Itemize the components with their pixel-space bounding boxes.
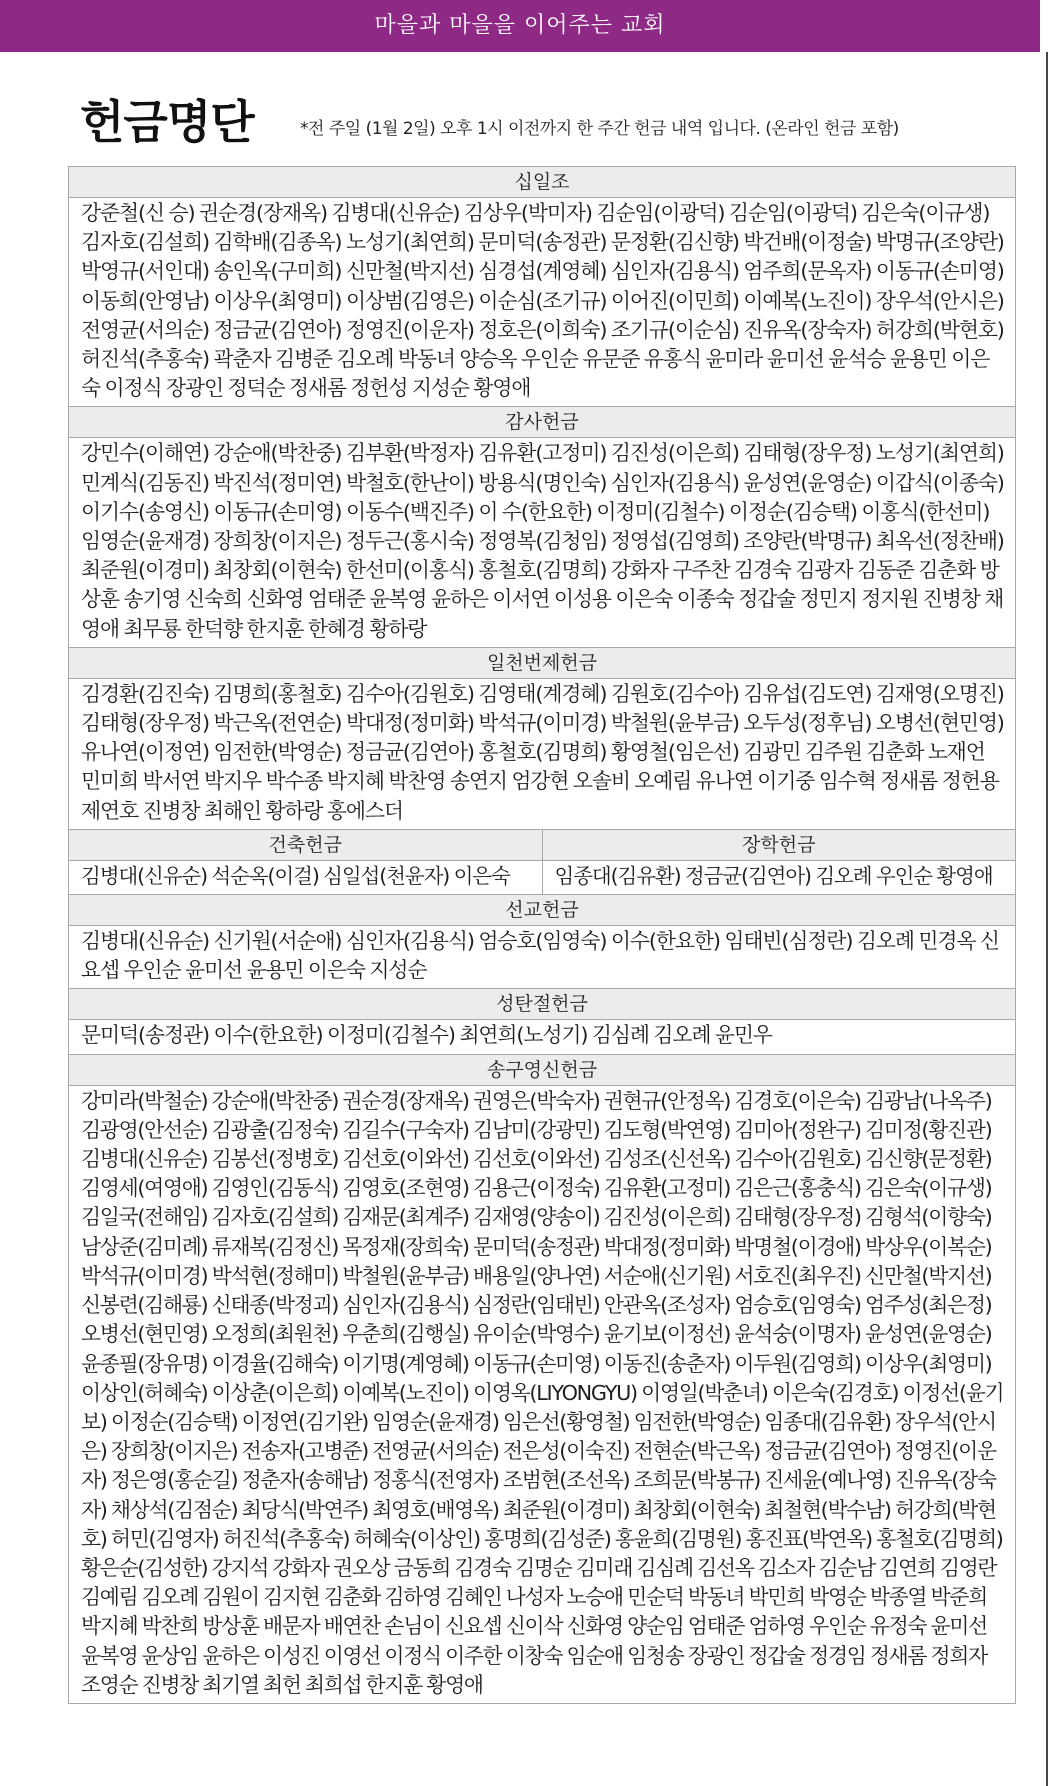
section-names: 김병대(신유순) 석순옥(이걸) 심일섭(천윤자) 이은숙 (69, 861, 542, 895)
page-title: 헌금명단 (80, 95, 254, 149)
section-names: 임종대(김유환) 정금균(김연아) 김오례 우인순 황영애 (543, 861, 1016, 895)
offering-list-table (68, 166, 1016, 1704)
section-building (69, 830, 542, 895)
section-header: 십일조 (69, 167, 1015, 198)
section-tithe (69, 167, 1015, 407)
section-header: 송구영신헌금 (69, 1055, 1015, 1086)
section-names: 강준철(신 승) 권순경(장재옥) 김병대(신유순) 김상우(박미자) 김순임(이광덕) 김순임(이광덕) 김은숙(이규생) 김자호(김설희) 김학배(김종옥) 노성기(최연희) 문미덕(송정관) 문정환(김신향) 박건배(이정술) 박명규(조양란) 박영규(서인대) 송인옥(구미희) 신만철(박지선) 심경섭(계영혜) 심인자(김용식) 엄주희(문옥자) 이동규(손미영) 이동희(안영남) 이상우(최영미) 이상범(김영은) 이순심(조기규) 이어진(이민희) 이예복(노진이) 장우석(안시은) 전영균(서의순) 정금균(김연아) 정영진(이운자) 정호은(이희숙) 조기규(이순심) 진유옥(장숙자) 허강희(박현호) 허진석(추홍숙) 곽춘자 김병준 김오례 박동녀 양승옥 우인순 유문준 유홍식 윤미라 윤미선 윤석승 윤용민 이은숙 이정식 장광인 정덕순 정새롬 정헌성 지성순 황영애 (69, 198, 1015, 407)
page-note: *전 주일 (1월 2일) 오후 1시 이전까지 한 주간 헌금 내역 입니다. (온라인 헌금 포함) (300, 119, 899, 139)
section-names: 문미덕(송정관) 이수(한요한) 이정미(김철수) 최연희(노성기) 김심례 김오례 윤민우 (69, 1020, 1015, 1054)
section-header: 성탄절헌금 (69, 989, 1015, 1020)
header-banner: 마을과 마을을 이어주는 교회 (0, 0, 1040, 52)
section-pair (69, 830, 1015, 895)
section-header: 선교헌금 (69, 895, 1015, 926)
section-mission (69, 895, 1015, 989)
section-newyear (69, 1055, 1015, 1704)
section-names: 김경환(김진숙) 김명희(홍철호) 김수아(김원호) 김영태(계경혜) 김원호(김수아) 김유섭(김도연) 김재영(오명진) 김태형(장우정) 박근옥(전연순) 박대정(정미화) 박석규(이미경) 박철원(윤부금) 오두성(정후님) 오병선(현민영) 유나연(이정연) 임전한(박영순) 정금균(김연아) 홍철호(김명희) 황영철(임은선) 김광민 김주원 김춘화 노재언 민미희 박서연 박지우 박수종 박지혜 박찬영 송연지 엄강현 오솔비 오예림 유나연 이기중 임수혁 정새롬 정헌용 제연호 진병창 최해인 황하랑 홍에스더 (69, 679, 1015, 830)
section-millennium (69, 648, 1015, 830)
section-header: 장학헌금 (543, 830, 1016, 861)
section-names: 강미라(박철순) 강순애(박찬중) 권순경(장재옥) 권영은(박숙자) 권현규(안정옥) 김경호(이은숙) 김광남(나옥주) 김광영(안선순) 김광출(김정숙) 김길수(구숙자) 김남미(강광민) 김도형(박연영) 김미아(정완구) 김미정(황진관) 김병대(신유순) 김봉선(정병호) 김선호(이와선) 김선호(이와선) 김성조(신선옥) 김수아(김원호) 김신향(문정환) 김영세(여영애) 김영인(김동식) 김영호(조현영) 김용근(이정숙) 김유환(고정미) 김은근(홍충식) 김은숙(이규생) 김일국(전해임) 김자호(김설희) 김재문(최계주) 김재영(양송이) 김진성(이은희) 김태형(장우정) 김형석(이향숙) 남상준(김미례) 류재복(김정신) 목정재(장희숙) 문미덕(송정관) 박대정(정미화) 박명철(이경애) 박상우(이복순) 박석규(이미경) 박석현(정해미) 박철원(윤부금) 배용일(양나연) 서순애(신기원) 서호진(최우진) 신만철(박지선) 신봉련(김해룡) 신태종(박정괴) 심인자(김용식) 심정란(임태빈) 안관옥(조성자) 엄승호(임영숙) 엄주성(최은정) 오병선(현민영) 오정희(최원천) 우춘희(김행실) 유이순(박영수) 윤기보(이정선) 윤석숭(이명자) 윤성연(윤영순) 윤종필(장유명) 이경율(김해숙) 이기명(계영혜) 이동규(손미영) 이동진(송춘자) 이두원(김영희) 이상우(최영미) 이상인(허혜숙) 이상춘(이은희) 이예복(노진이) 이영옥(LIYONGYU) 이영일(박춘녀) 이은숙(김경호) 이정선(윤기보) 이정순(김승택) 이정연(김기완) 임영순(윤재경) 임은선(황영철) 임전한(박영순) 임종대(김유환) 장우석(안시은) 장희창(이지은) 전송자(고병준) 전영균(서의순) 전은성(이숙진) 전현순(박근옥) 정금균(김연아) 정영진(이운자) 정은영(홍순길) 정춘자(송해남) 정홍식(전영자) 조범현(조선옥) 조희문(박봉규) 진세윤(예나영) 진유옥(장숙자) 채상석(김점순) 최당식(박연주) 최영호(배영옥) 최준원(이경미) 최창회(이현숙) 최철현(박수남) 허강희(박현호) 허민(김영자) 허진석(추홍숙) 허혜숙(이상인) 홍명희(김성준) 홍윤희(김명원) 홍진표(박연옥) 홍철호(김명희) 황은순(김성한) 강지석 강화자 권오상 금동희 김경숙 김명순 김미래 김심례 김선옥 김소자 김순남 김연희 김영란 김예림 김오례 김원이 김지현 김춘화 김하영 김혜인 나성자 노승애 민순덕 박동녀 박민희 박영순 박종열 박준희 박지혜 박찬희 방상훈 배문자 배연찬 손님이 신요셉 신이삭 신화영 양순임 엄태준 엄하영 우인순 유정숙 윤미선 윤복영 윤상임 윤하은 이성진 이영선 이정식 이주한 이창숙 임순애 임청송 장광인 정갑술 정경임 정새롬 정희자 조영순 진병창 최기열 최헌 최희섭 한지훈 황영애 (69, 1086, 1015, 1704)
section-scholarship (542, 830, 1016, 895)
section-names: 강민수(이해연) 강순애(박찬중) 김부환(박정자) 김유환(고정미) 김진성(이은희) 김태형(장우정) 노성기(최연희) 민계식(김동진) 박진석(정미연) 박철호(한난이) 방용식(명인숙) 심인자(김용식) 윤성연(윤영순) 이갑식(이종숙) 이기수(송영신) 이동규(손미영) 이동수(백진주) 이 수(한요한) 이정미(김철수) 이정순(김승택) 이홍식(한선미) 임영순(윤재경) 장희창(이지은) 정두근(홍시숙) 정영복(김청임) 정영섭(김영희) 조양란(박명규) 최옥선(정찬배) 최준원(이경미) 최창회(이현숙) 한선미(이홍식) 홍철호(김명희) 강화자 구주찬 김경숙 김광자 김동준 김춘화 방상훈 송기영 신숙희 신화영 엄태준 윤복영 윤하은 이서연 이성용 이은숙 이종숙 정갑술 정민지 정지원 진병창 채영애 최무룡 한덕향 한지훈 한혜경 황하랑 (69, 438, 1015, 647)
section-header: 감사헌금 (69, 407, 1015, 438)
section-header: 일천번제헌금 (69, 648, 1015, 679)
section-names: 김병대(신유순) 신기원(서순애) 심인자(김용식) 엄승호(임영숙) 이수(한요한) 임태빈(심정란) 김오례 민경옥 신요셉 우인순 윤미선 윤용민 이은숙 지성순 (69, 926, 1015, 989)
section-thanks (69, 407, 1015, 647)
page-edge-rule (1046, 52, 1048, 1786)
section-christmas (69, 989, 1015, 1054)
section-header: 건축헌금 (69, 830, 542, 861)
